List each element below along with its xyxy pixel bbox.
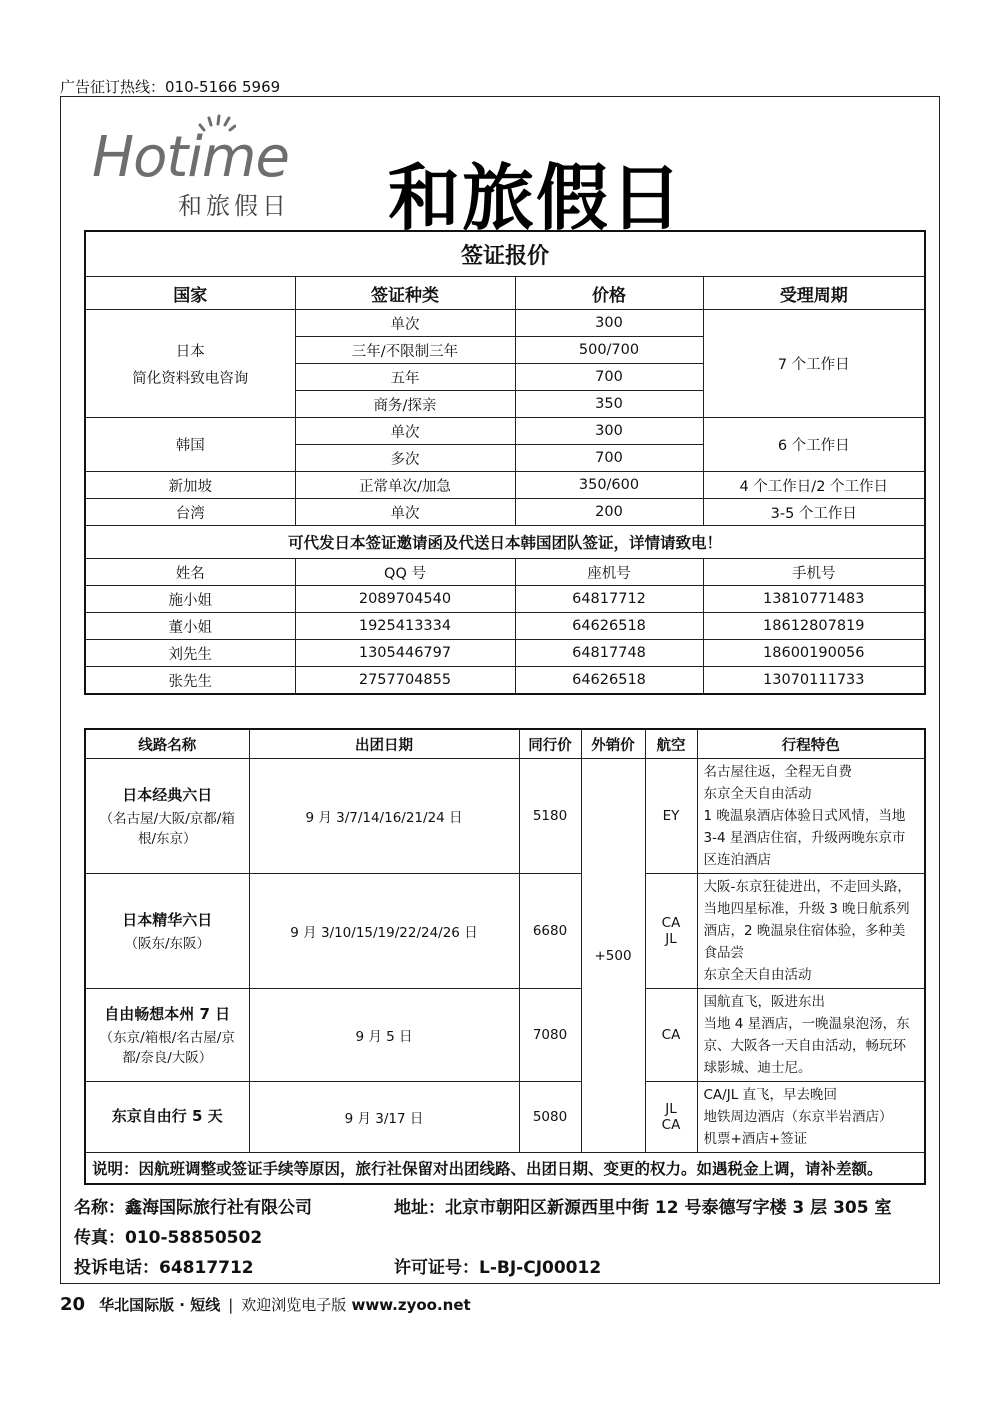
contact-header-mobile: 手机号 bbox=[703, 559, 925, 586]
col-header-route: 线路名称 bbox=[85, 729, 249, 759]
feature-line: 机票+酒店+签证 bbox=[703, 1131, 808, 1147]
feature-line: 地铁周边酒店（东京半岩酒店） bbox=[703, 1109, 893, 1125]
feature-line: 1 晚温泉酒店体验日式风情，当地 3-4 星酒店住宿，升级两晚东京市区连泊酒店 bbox=[703, 808, 906, 868]
airline-code: CA bbox=[661, 1117, 681, 1133]
col-header-retail-price: 外销价 bbox=[581, 729, 645, 759]
country-korea: 韩国 bbox=[85, 418, 295, 472]
visa-period: 4 个工作日/2 个工作日 bbox=[703, 472, 925, 499]
route-cell bbox=[85, 874, 249, 989]
airline bbox=[645, 874, 697, 989]
col-header-dates: 出团日期 bbox=[249, 729, 519, 759]
visa-price: 200 bbox=[515, 499, 703, 526]
airline-code: JL bbox=[665, 1101, 677, 1117]
contact-mobile: 13810771483 bbox=[703, 586, 925, 613]
contact-mobile: 18600190056 bbox=[703, 640, 925, 667]
airline-code: CA bbox=[661, 1027, 681, 1043]
route-cell bbox=[85, 759, 249, 874]
col-header-airline: 航空 bbox=[645, 729, 697, 759]
tour-notice: 说明：因航班调整或签证手续等原因，旅行社保留对出团线路、出团日期、变更的权力。如遇税金上调，请补差额。 bbox=[85, 1153, 925, 1185]
col-header-trade-price: 同行价 bbox=[519, 729, 581, 759]
contact-row bbox=[85, 613, 925, 640]
tour-row bbox=[85, 874, 925, 989]
visa-type: 多次 bbox=[295, 445, 515, 472]
col-header-price: 价格 bbox=[515, 277, 703, 310]
website-link[interactable]: www.zyoo.net bbox=[351, 1296, 471, 1314]
country-singapore: 新加坡 bbox=[85, 472, 295, 499]
feature-line: 东京全天自由活动 bbox=[703, 786, 812, 802]
contact-name: 施小姐 bbox=[85, 586, 295, 613]
footer-separator: | bbox=[228, 1296, 234, 1314]
section-name: 华北国际版 · 短线 bbox=[99, 1296, 221, 1314]
airline bbox=[645, 989, 697, 1082]
tour-row bbox=[85, 759, 925, 874]
tour-row bbox=[85, 1082, 925, 1153]
country-japan bbox=[85, 310, 295, 418]
company-address: 地址：北京市朝阳区新源西里中街 12 号泰德写字楼 3 层 305 室 bbox=[394, 1198, 892, 1218]
contact-name: 刘先生 bbox=[85, 640, 295, 667]
page-number: 20 bbox=[60, 1294, 86, 1315]
visa-table-title: 签证报价 bbox=[85, 231, 925, 277]
contact-mobile: 18612807819 bbox=[703, 613, 925, 640]
visa-note: 可代发日本签证邀请函及代送日本韩国团队签证，详情请致电！ bbox=[85, 526, 925, 559]
visa-type: 单次 bbox=[295, 418, 515, 445]
departure-dates: 9 月 3/10/15/19/22/24/26 日 bbox=[249, 874, 519, 989]
country-japan-name: 日本 bbox=[175, 343, 205, 360]
airline-code: EY bbox=[662, 808, 680, 824]
visa-type: 商务/探亲 bbox=[295, 391, 515, 418]
company-fax: 传真：010-58850502 bbox=[74, 1228, 263, 1248]
visa-period: 3-5 个工作日 bbox=[703, 499, 925, 526]
col-header-features: 行程特色 bbox=[697, 729, 925, 759]
license-number: 许可证号：L-BJ-CJ00012 bbox=[394, 1258, 602, 1278]
visa-type: 五年 bbox=[295, 364, 515, 391]
country-japan-note: 简化资料致电咨询 bbox=[132, 370, 249, 387]
contact-name: 董小姐 bbox=[85, 613, 295, 640]
route-features bbox=[697, 874, 925, 989]
contact-tel: 64626518 bbox=[515, 613, 703, 640]
welcome-text: 欢迎浏览电子版 bbox=[241, 1296, 347, 1314]
route-features bbox=[697, 759, 925, 874]
contact-qq: 1925413334 bbox=[295, 613, 515, 640]
contact-tel: 64817712 bbox=[515, 586, 703, 613]
tour-row bbox=[85, 989, 925, 1082]
departure-dates: 9 月 5 日 bbox=[249, 989, 519, 1082]
col-header-period: 受理周期 bbox=[703, 277, 925, 310]
feature-line: 名古屋往返，全程无自费 bbox=[703, 764, 852, 780]
contact-header-tel: 座机号 bbox=[515, 559, 703, 586]
ad-hotline: 广告征订热线：010-5166 5969 bbox=[60, 78, 281, 96]
airline-code: JL bbox=[665, 931, 677, 947]
route-features bbox=[697, 1082, 925, 1153]
contact-tel: 64626518 bbox=[515, 667, 703, 695]
retail-price: +500 bbox=[581, 759, 645, 1153]
contact-tel: 64817748 bbox=[515, 640, 703, 667]
trade-price: 7080 bbox=[519, 989, 581, 1082]
departure-dates: 9 月 3/7/14/16/21/24 日 bbox=[249, 759, 519, 874]
visa-price: 300 bbox=[515, 310, 703, 337]
contact-qq: 2757704855 bbox=[295, 667, 515, 695]
visa-price: 300 bbox=[515, 418, 703, 445]
country-taiwan: 台湾 bbox=[85, 499, 295, 526]
airline bbox=[645, 759, 697, 874]
route-cities: （名古屋/大阪/京都/箱根/东京） bbox=[99, 810, 235, 847]
contact-row bbox=[85, 667, 925, 695]
contact-row bbox=[85, 640, 925, 667]
contact-header-qq: QQ 号 bbox=[295, 559, 515, 586]
contact-name: 张先生 bbox=[85, 667, 295, 695]
feature-line: 当地 4 星酒店，一晚温泉泡汤，东京、大阪各一天自由活动，畅玩环球影城、迪士尼。 bbox=[703, 1016, 910, 1076]
trade-price: 5180 bbox=[519, 759, 581, 874]
departure-dates: 9 月 3/17 日 bbox=[249, 1082, 519, 1153]
feature-line: 东京全天自由活动 bbox=[703, 967, 812, 983]
col-header-visa-type: 签证种类 bbox=[295, 277, 515, 310]
visa-period-korea: 6 个工作日 bbox=[703, 418, 925, 472]
page-title: 和旅假日 bbox=[388, 155, 685, 240]
feature-line: 国航直飞，阪进东出 bbox=[703, 994, 825, 1010]
visa-period-japan: 7 个工作日 bbox=[703, 310, 925, 418]
page-footer bbox=[60, 1294, 471, 1315]
route-name: 东京自由行 5 天 bbox=[111, 1106, 223, 1125]
trade-price: 6680 bbox=[519, 874, 581, 989]
route-name: 日本精华六日 bbox=[122, 910, 213, 929]
route-cell bbox=[85, 1082, 249, 1153]
visa-price: 500/700 bbox=[515, 337, 703, 364]
contact-header-name: 姓名 bbox=[85, 559, 295, 586]
visa-type: 三年/不限制三年 bbox=[295, 337, 515, 364]
tour-routes-table bbox=[84, 728, 926, 1185]
route-cities: （东京/箱根/名古屋/京都/奈良/大阪） bbox=[99, 1029, 235, 1066]
visa-price: 700 bbox=[515, 364, 703, 391]
route-cell bbox=[85, 989, 249, 1082]
feature-line: CA/JL 直飞，早去晚回 bbox=[703, 1087, 838, 1103]
visa-type: 单次 bbox=[295, 499, 515, 526]
feature-line: 大阪-东京狂徒进出，不走回头路，当地四星标准，升级 3 晚日航系列酒店，2 晚温泉住宿体验，多种美食品尝 bbox=[703, 879, 911, 961]
trade-price: 5080 bbox=[519, 1082, 581, 1153]
visa-price: 350 bbox=[515, 391, 703, 418]
complaint-phone: 投诉电话：64817712 bbox=[74, 1258, 254, 1278]
visa-type: 正常单次/加急 bbox=[295, 472, 515, 499]
contact-row bbox=[85, 586, 925, 613]
logo-text-cn: 和旅假日 bbox=[178, 192, 290, 220]
airline-code: CA bbox=[661, 915, 681, 931]
contact-mobile: 13070111733 bbox=[703, 667, 925, 695]
route-name: 自由畅想本州 7 日 bbox=[104, 1004, 231, 1023]
visa-price: 700 bbox=[515, 445, 703, 472]
contact-qq: 2089704540 bbox=[295, 586, 515, 613]
company-name: 名称：鑫海国际旅行社有限公司 bbox=[74, 1198, 312, 1218]
route-features bbox=[697, 989, 925, 1082]
route-cities: （阪东/东阪） bbox=[124, 935, 211, 952]
logo-text-en: Hotime bbox=[92, 125, 289, 190]
route-name: 日本经典六日 bbox=[122, 785, 213, 804]
visa-price: 350/600 bbox=[515, 472, 703, 499]
visa-price-table bbox=[84, 230, 926, 695]
airline bbox=[645, 1082, 697, 1153]
visa-type: 单次 bbox=[295, 310, 515, 337]
col-header-country: 国家 bbox=[85, 277, 295, 310]
contact-qq: 1305446797 bbox=[295, 640, 515, 667]
